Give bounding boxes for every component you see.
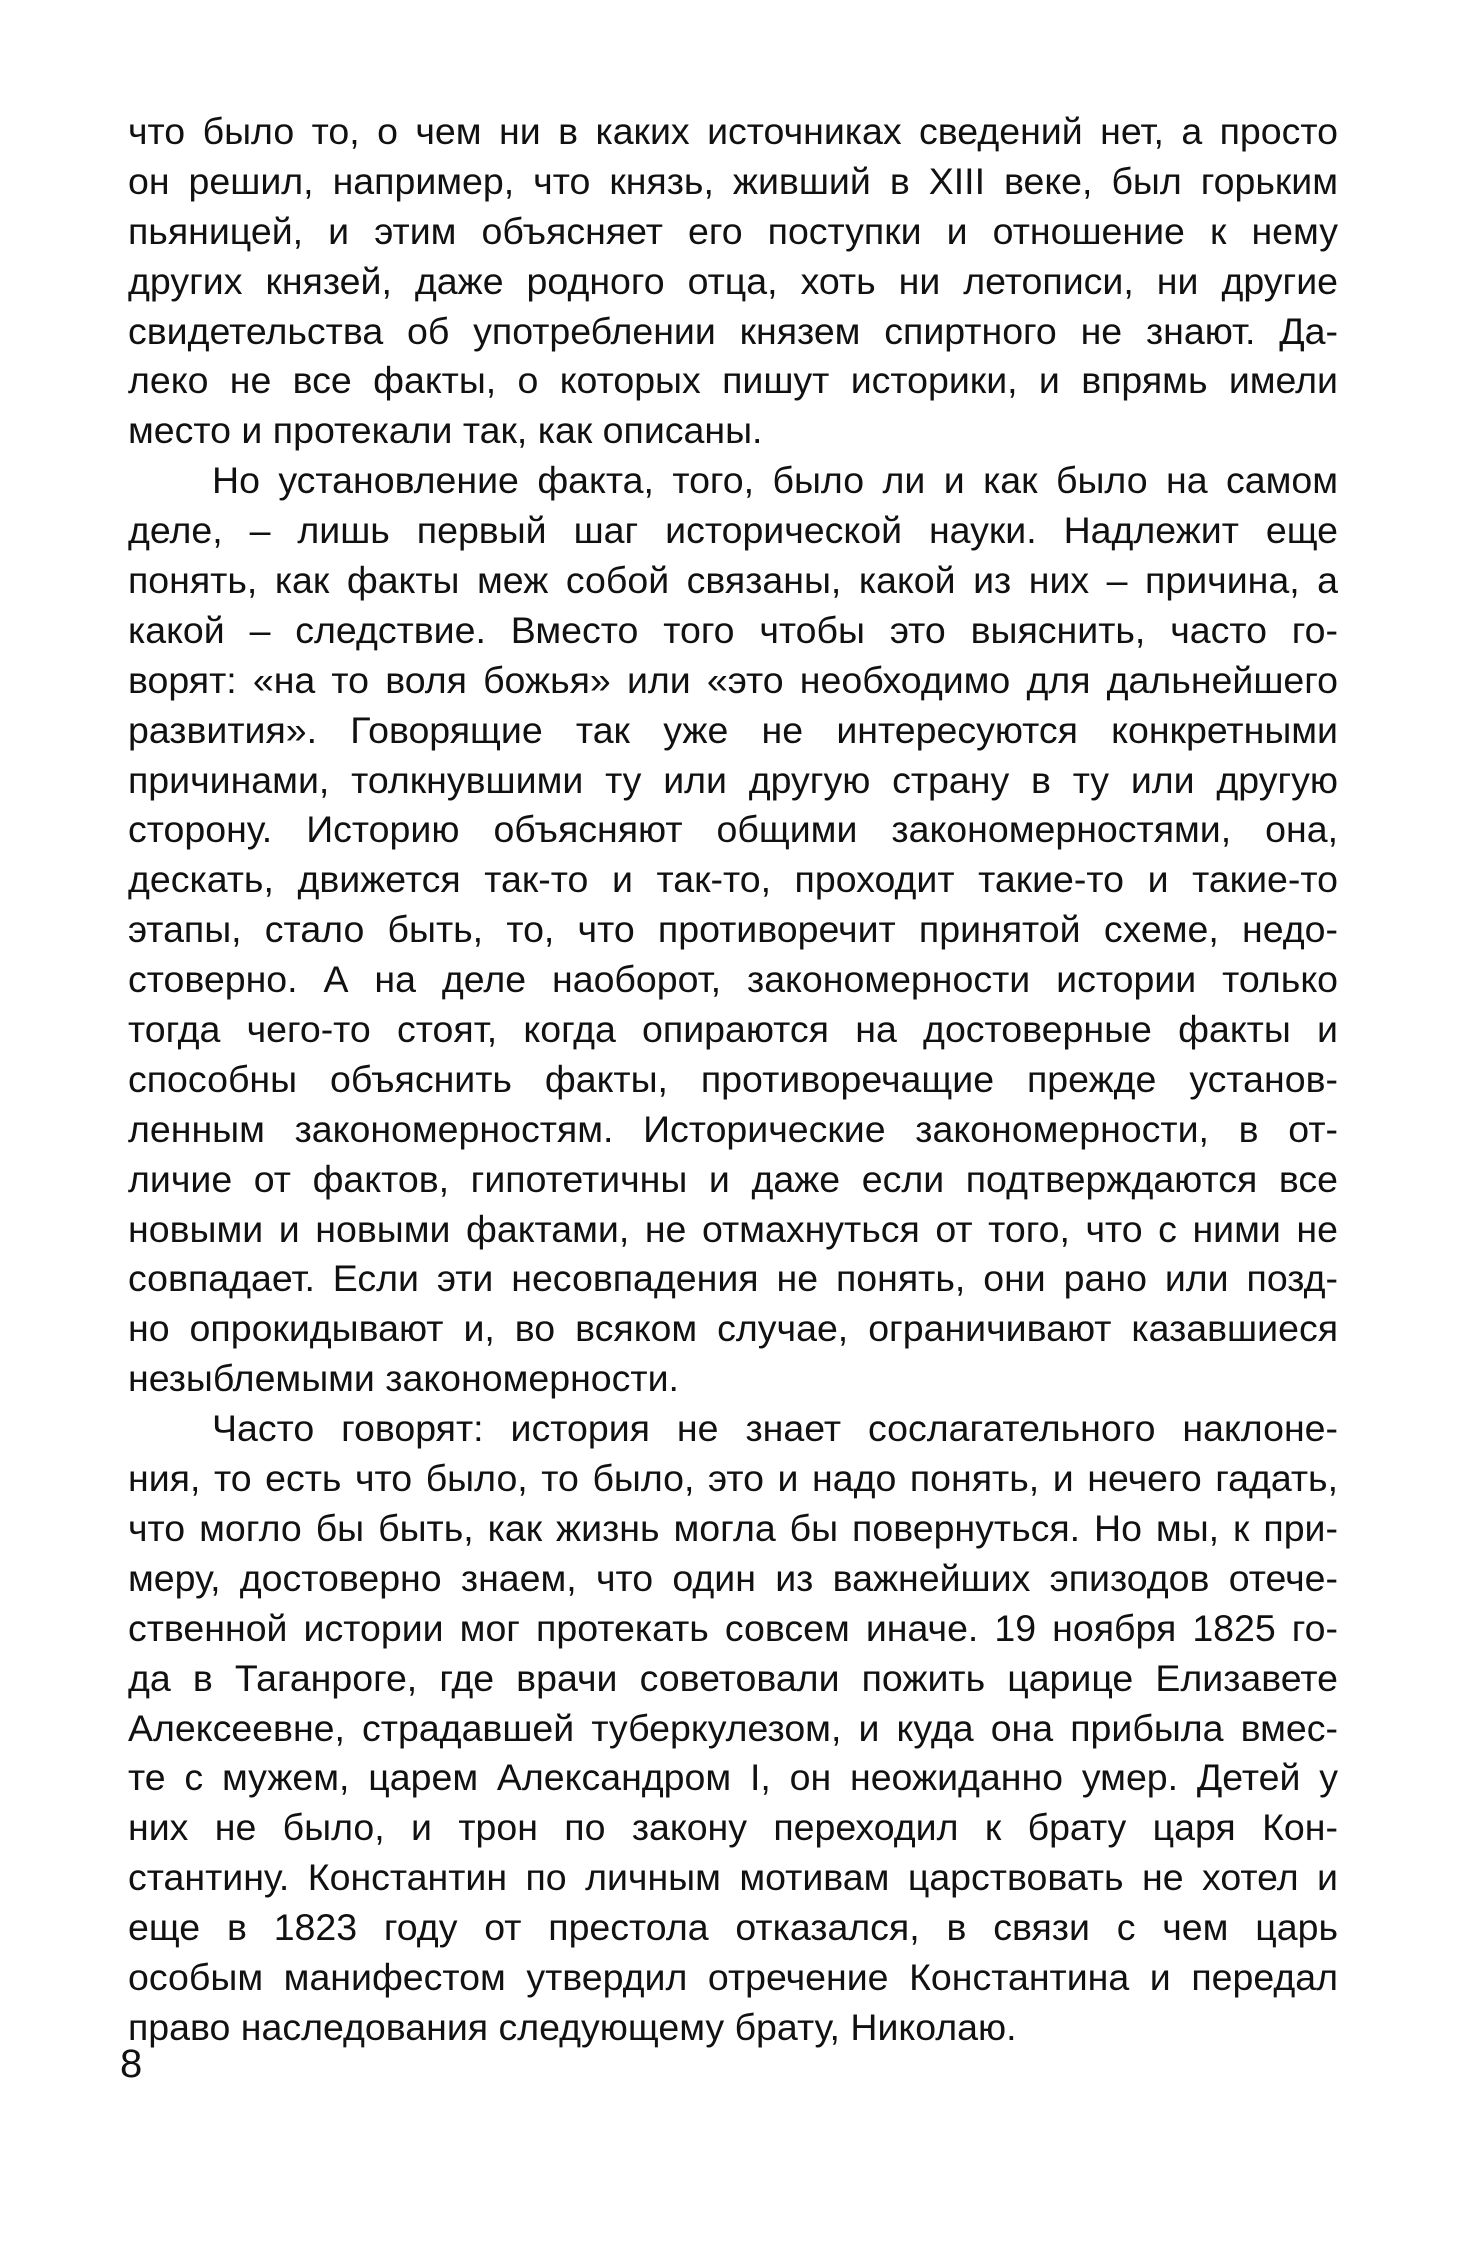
text-line: развития». Говорящие так уже не интересуются конкретными <box>128 708 1338 751</box>
text-line: право наследования следующему брату, Николаю. <box>128 2005 1017 2048</box>
text-line: деле, – лишь первый шаг исторической науки. Надлежит еще <box>128 509 1338 552</box>
text-line: дескать, движется так-то и так-то, проходит такие-то и такие-то <box>128 858 1338 901</box>
text-line: тогда чего-то стоят, когда опираются на достоверные факты и <box>128 1008 1338 1051</box>
text-line: свидетельства об употреблении князем спиртного не знают. Да- <box>128 309 1338 352</box>
text-line: понять, как факты меж собой связаны, какой из них – причина, а <box>128 559 1338 602</box>
text-line: какой – следствие. Вместо того чтобы это выяснить, часто го- <box>128 608 1338 651</box>
text-line: еще в 1823 году от престола отказался, в связи с чем царь <box>128 1906 1338 1949</box>
text-line: особым манифестом утвердил отречение Константина и передал <box>128 1955 1338 1998</box>
text-line: он решил, например, что князь, живший в XIII веке, был горьким <box>128 159 1338 202</box>
text-line: те с мужем, царем Александром I, он неожиданно умер. Детей у <box>128 1756 1338 1799</box>
text-line: стантину. Константин по личным мотивам царствовать не хотел и <box>128 1856 1338 1899</box>
text-line: но опрокидывают и, во всяком случае, ограничивают казавшиеся <box>128 1307 1338 1350</box>
text-line: личие от фактов, гипотетичны и даже если подтверждаются все <box>128 1157 1338 1200</box>
text-line: меру, достоверно знаем, что один из важнейших эпизодов отече- <box>128 1556 1338 1599</box>
text-line: ния, то есть что было, то было, это и надо понять, и нечего гадать, <box>128 1457 1338 1500</box>
text-line: новыми и новыми фактами, не отмахнуться от того, что с ними не <box>128 1207 1338 1250</box>
text-line: других князей, даже родного отца, хоть ни летописи, ни другие <box>128 259 1338 302</box>
text-line: место и протекали так, как описаны. <box>128 409 763 452</box>
page-number: 8 <box>120 2042 143 2086</box>
text-line: что могло бы быть, как жизнь могла бы повернуться. Но мы, к при- <box>128 1506 1338 1549</box>
text-line: Но установление факта, того, было ли и как было на самом <box>212 459 1338 502</box>
text-line: да в Таганроге, где врачи советовали пожить царице Елизавете <box>128 1656 1338 1699</box>
text-line: сторону. Историю объясняют общими закономерностями, она, <box>128 808 1338 851</box>
text-line: совпадает. Если эти несовпадения не понять, они рано или позд- <box>128 1257 1338 1300</box>
text-line: стоверно. А на деле наоборот, закономерности истории только <box>128 958 1338 1001</box>
paragraph <box>128 1404 1338 2053</box>
text-line: что было то, о чем ни в каких источниках сведений нет, а просто <box>128 110 1338 152</box>
text-line: пьяницей, и этим объясняет его поступки и отношение к нему <box>128 209 1338 252</box>
text-line: них не было, и трон по закону переходил к брату царя Кон- <box>128 1806 1338 1849</box>
paragraph <box>128 456 1338 1404</box>
text-line: способны объяснить факты, противоречащие прежде установ- <box>128 1057 1338 1100</box>
text-line: Часто говорят: история не знает сослагательного наклоне- <box>212 1407 1338 1450</box>
text-line: ворят: «на то воля божья» или «это необходимо для дальнейшего <box>128 658 1338 701</box>
text-line: ственной истории мог протекать совсем иначе. 19 ноября 1825 го- <box>128 1606 1338 1649</box>
text-line: незыблемыми закономерности. <box>128 1357 679 1400</box>
text-line: этапы, стало быть, то, что противоречит принятой схеме, недо- <box>128 908 1338 951</box>
text-line: ленным закономерностям. Исторические закономерности, в от- <box>128 1107 1338 1150</box>
text-line: Алексеевне, страдавшей туберкулезом, и куда она прибыла вмес- <box>128 1706 1338 1749</box>
text-line: причинами, толкнувшими ту или другую страну в ту или другую <box>128 758 1338 801</box>
paragraph <box>128 107 1338 456</box>
text-line: леко не все факты, о которых пишут историки, и впрямь имели <box>128 359 1338 402</box>
body-text <box>128 107 1338 2053</box>
